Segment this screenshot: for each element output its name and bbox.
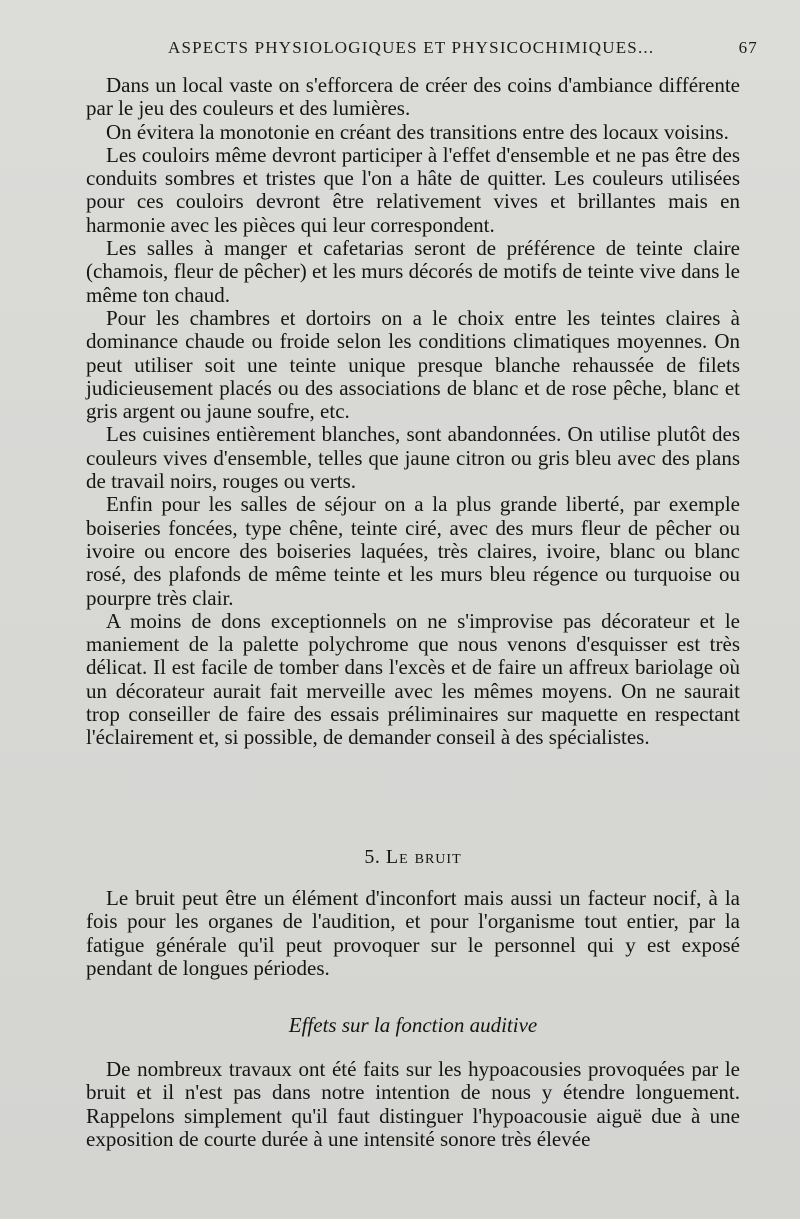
paragraph: Pour les chambres et dortoirs on a le choix entre les teintes claires à dominance chaude ou froide selon les conditions climatiques moyennes. On peut utiliser soit une teinte unique presque blanche rehaussée de filets judicieusement placés ou des associations de blanc et de rose pêche, blanc et gris argent ou jaune soufre, etc. [86,305,740,424]
body-text-top [86,74,740,750]
paragraph: Le bruit peut être un élément d'inconfort mais aussi un facteur nocif, à la fois pour les organes de l'audition, et pour l'organisme tout entier, par la fatigue générale qu'il peut provoquer sur le personnel qui y est exposé pendant de longues périodes. [86,886,740,980]
body-text-subsection [86,1058,740,1151]
section-title: Le bruit [385,846,462,868]
body-text-section [86,887,740,980]
paragraph: On évitera la monotonie en créant des transitions entre des locaux voisins. [106,119,729,144]
paragraph: De nombreux travaux ont été faits sur les hypoacousies provoquées par le bruit et il n'est pas dans notre intention de nous y étendre longuement. Rappelons simplement qu'il faut distinguer l'hypoacousie aiguë due à une exposition de courte durée à une intensité sonore très élevée [86,1057,740,1151]
paragraph: Les salles à manger et cafetarias seront de préférence de teinte claire (chamois, fleur de pêcher) et les murs décorés de motifs de teinte vive dans le même ton chaud. [86,236,740,307]
paragraph: Les couloirs même devront participer à l'effet d'ensemble et ne pas être des conduits sombres et tristes que l'on a hâte de quitter. Les couleurs utilisées pour ces couloirs devront être relativement vives et brillantes mais en harmonie avec les pièces qui leur correspondent. [86,142,740,237]
paragraph: Dans un local vaste on s'efforcera de créer des coins d'ambiance différente par le jeu des couleurs et des lumières. [86,73,740,121]
page-number: 67 [738,38,758,57]
paragraph: Enfin pour les salles de séjour on a la plus grande liberté, par exemple boiseries foncées, type chêne, teinte ciré, avec des murs fleur de pêcher ou ivoire ou encore des boiseries laquées, très claires, ivoire, blanc ou blanc rosé, des plafonds de même teinte et les murs bleu régence ou turquoise ou pourpre très clair. [86,492,740,610]
paragraph: Les cuisines entièrement blanches, sont abandonnées. On utilise plutôt des couleurs vives d'ensemble, telles que jaune citron ou gris bleu avec des plans de travail noirs, rouges ou verts. [86,422,740,494]
section-heading [86,846,740,869]
paragraph: A moins de dons exceptionnels on ne s'improvise pas décorateur et le maniement de la palette polychrome que nous venons d'esquisser est très délicat. Il est facile de tomber dans l'excès et de faire un affreux bariolage où un décorateur aurait fait merveille avec les mêmes moyens. On ne saurait trop conseiller de faire des essais préliminaires sur maquette en respectant l'éclairement et, si possible, de demander conseil à des spécialistes. [86,608,740,750]
section-number: 5. [364,846,381,868]
running-title: ASPECTS PHYSIOLOGIQUES ET PHYSICOCHIMIQUES... [168,38,655,57]
running-header [168,38,758,58]
subsection-heading: Effets sur la fonction auditive [288,1013,538,1037]
